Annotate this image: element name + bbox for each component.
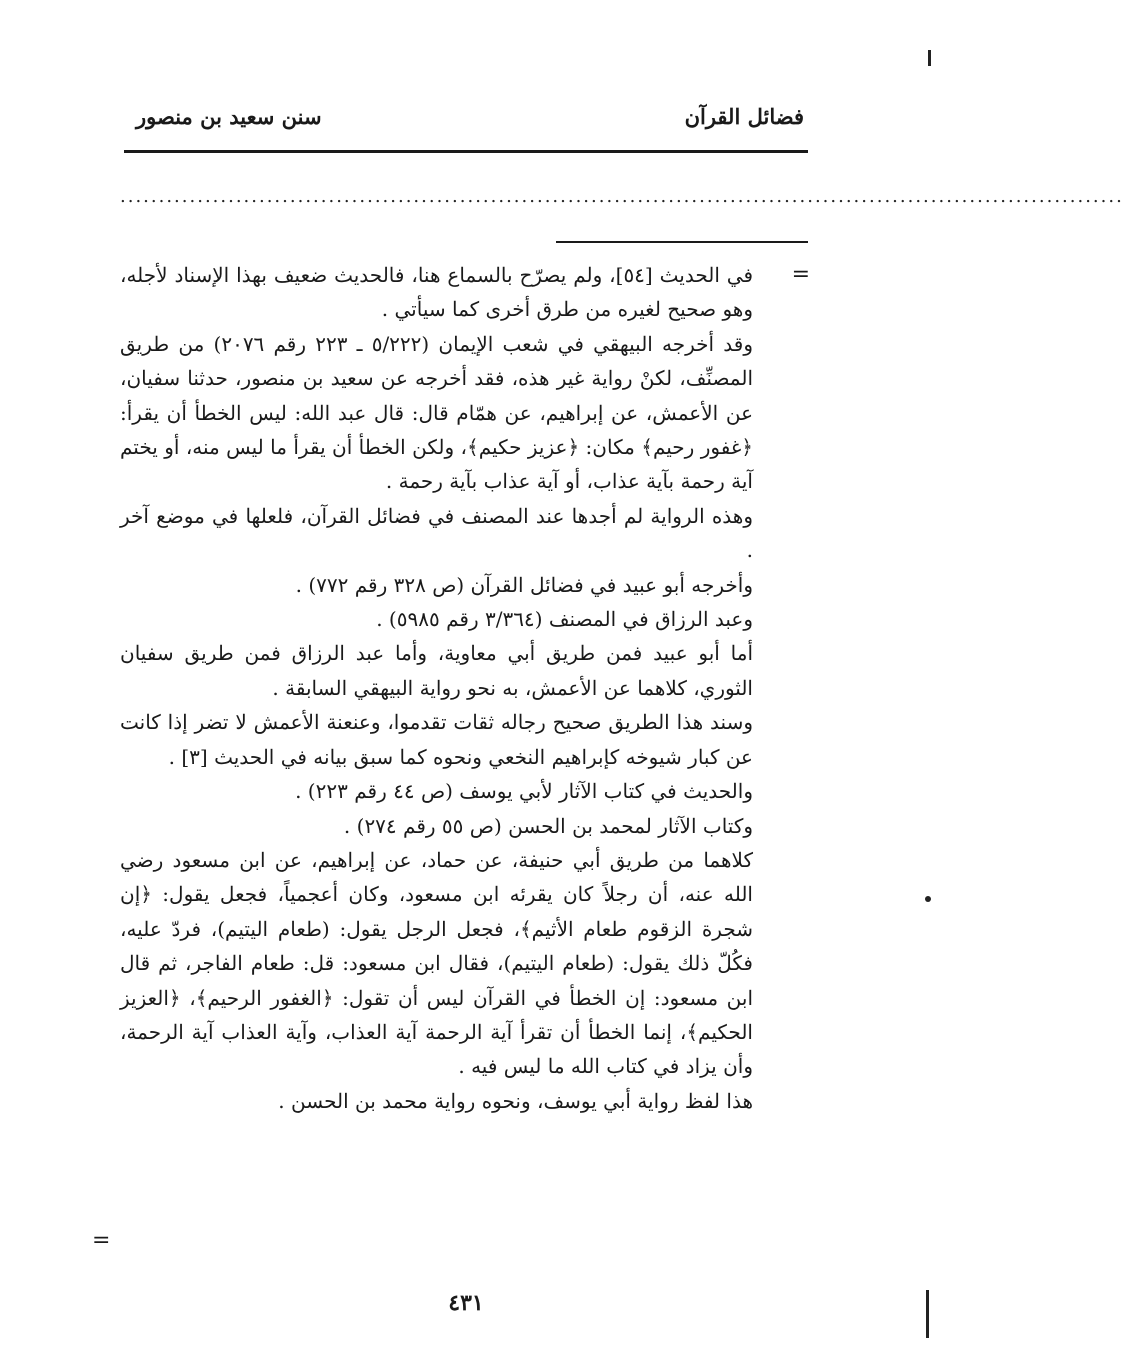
scan-edge-mark [926, 1290, 929, 1338]
paragraph: هذا لفظ رواية أبي يوسف، ونحوه رواية محمد بن الحسن . [278, 1088, 753, 1113]
paragraph: والحديث في كتاب الآثار لأبي يوسف (ص ٤٤ رقم ٢٢٣) . [295, 779, 753, 804]
paragraph: أما أبو عبيد فمن طريق أبي معاوية، وأما عبد الرزاق فمن طريق سفيان الثوري، كلاهما عن الأعمش، به نحو رواية البيهقي السابقة . [120, 641, 753, 700]
footnote-body [120, 258, 753, 1118]
page-number: ٤٣١ [448, 1290, 484, 1316]
scan-edge-mark [928, 50, 931, 66]
dotted-separator: .................................................................................................................................. [120, 186, 1124, 207]
running-header-title: سنن سعيد بن منصور [136, 104, 322, 129]
paragraph: وقد أخرجه البيهقي في شعب الإيمان (٥/٢٢٢ ـ ٢٢٣ رقم ٢٠٧٦) من طريق المصنِّف، لكنْ رواية غير هذه، فقد أخرجه عن سعيد بن منصور، حدثنا سفيان، عن الأعمش، عن إبراهيم، عن همّام قال: قال عبد الله: ليس الخطأ أن يقرأ: ﴿غفور رحيم﴾ مكان: ﴿عزيز حكيم﴾، ولكن الخطأ أن يقرأ ما ليس منه، أو يختم آية رحمة بآية عذاب، أو آية عذاب بآية رحمة . [120, 331, 754, 494]
continuation-mark-top: = [791, 262, 810, 287]
paragraph: كلاهما من طريق أبي حنيفة، عن حماد، عن إبراهيم، عن ابن مسعود رضي الله عنه، أن رجلاً كان يقرئه ابن مسعود، وكان أعجمياً، فجعل يقول: ﴿إن شجرة الزقوم طعام الأثيم﴾، فجعل الرجل يقول: (طعام اليتيم)، فردّ عليه، فكُلّ ذلك يقول: (طعام اليتيم)، فقال ابن مسعود: قل: طعام الفاجر، ثم قال ابن مسعود: إن الخطأ في القرآن ليس أن تقول: ﴿الغفور الرحيم﴾، ﴿العزيز الحكيم﴾، إنما الخطأ أن تقرأ آية الرحمة آية العذاب، وآية العذاب آية الرحمة، وأن يزاد في كتاب الله ما ليس فيه . [120, 847, 753, 1079]
paragraph: وأخرجه أبو عبيد في فضائل القرآن (ص ٣٢٨ رقم ٧٧٢) . [295, 572, 753, 597]
scan-speck [925, 896, 931, 902]
paragraph: وهذه الرواية لم أجدها عند المصنف في فضائل القرآن، فلعلها في موضع آخر . [120, 503, 753, 563]
paragraph: وسند هذا الطريق صحيح رجاله ثقات تقدموا، وعنعنة الأعمش لا تضر إذا كانت عن كبار شيوخه كإبراهيم النخعي ونحوه كما سبق بيانه في الحديث [٣] . [120, 710, 753, 769]
paragraph: وعبد الرزاق في المصنف (٣/٣٦٤ رقم ٥٩٨٥) . [376, 607, 753, 632]
running-header-section: فضائل القرآن [684, 104, 804, 129]
paragraph: في الحديث [٥٤]، ولم يصرّح بالسماع هنا، فالحديث ضعيف بهذا الإسناد لأجله، وهو صحيح لغيره من طرق أخرى كما سيأتي . [120, 263, 754, 322]
continuation-mark-bottom: = [92, 1228, 111, 1253]
paragraph: وكتاب الآثار لمحمد بن الحسن (ص ٥٥ رقم ٢٧٤) . [343, 813, 753, 838]
footnote-rule [556, 241, 808, 243]
header-rule [124, 150, 808, 153]
